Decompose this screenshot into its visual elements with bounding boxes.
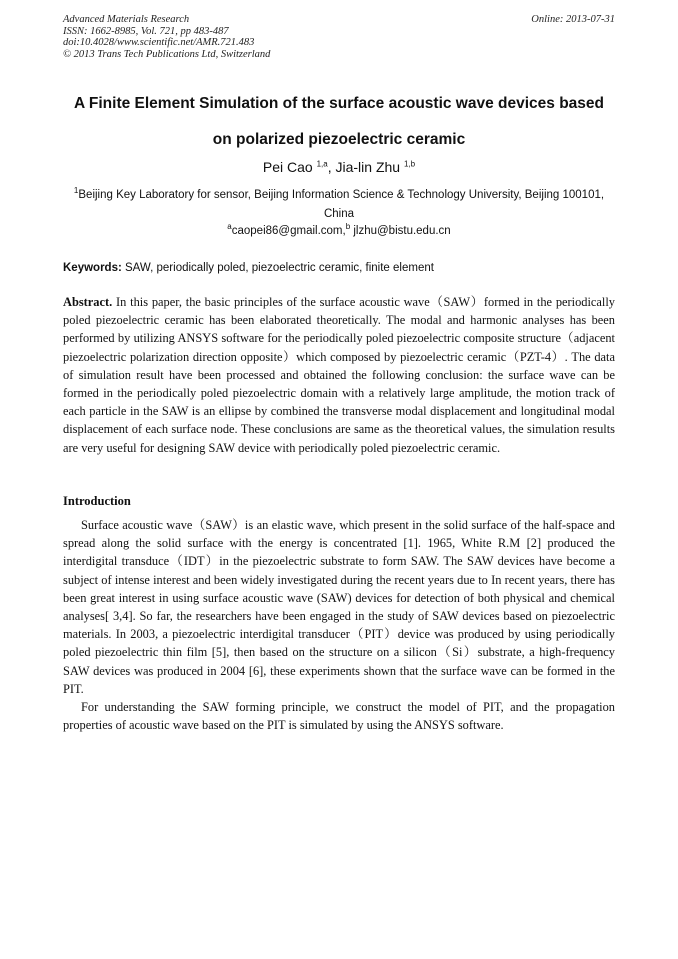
email-link[interactable]: caopei86@gmail.com,	[231, 225, 346, 237]
abstract	[63, 293, 615, 457]
email-superscript: a	[227, 222, 232, 232]
paragraph: Surface acoustic wave（SAW）is an elastic wave, which present in the solid surface of the half-space and spread along the solid surface with the energy is concentrated [1]. 1965, White R.M [2] produced the interdigital transduce（IDT）in the piezoelectric substrate to form SAW. The SAW devices have become a subject of intense interest and been widely investigated during the recent years due to In recent years, there has been great interest in using surface acoustic wave (SAW) devices for detection of both physical and chemical analyses[ 3,4]. So far, the researchers have been engaged in the study of SAW devices based on piezoelectric materials. In 2003, a piezoelectric interdigital transducer（PIT）device was produced by using periodically poled piezoelectric thin film [5], then based on the structure on a silicon（Si）substrate, a high-frequency SAW devices was produced in 2004 [6], these experiments shown that the surface wave can be formed in the PIT.	[63, 518, 615, 696]
author-emails	[40, 222, 638, 240]
affiliation-text: Beijing Key Laboratory for sensor, Beijing Information Science & Technology University, Beijing 100101, China	[78, 189, 605, 220]
email-superscript: b	[345, 222, 351, 232]
introduction-section	[63, 516, 615, 734]
paragraph: For understanding the SAW forming principle, we construct the model of PIT, and the propagation properties of acoustic wave based on the PIT is simulated by using the ANSYS software.	[63, 700, 615, 733]
author-superscript: 1,b	[403, 159, 416, 169]
author-superscript: 1,a	[316, 159, 328, 169]
author-name: Pei Cao	[262, 159, 313, 175]
journal-copyright: © 2013 Trans Tech Publications Ltd, Switzerland	[63, 48, 271, 60]
journal-issn: ISSN: 1662-8985, Vol. 721, pp 483-487	[63, 25, 229, 37]
title-line-1: A Finite Element Simulation of the surface acoustic wave devices based	[73, 95, 605, 112]
paper-title	[40, 86, 638, 158]
title-line-2: on polarized piezoelectric ceramic	[212, 131, 466, 148]
affiliation	[70, 186, 608, 224]
online-date: Online: 2013-07-31	[531, 14, 615, 25]
keywords-label: Keywords:	[63, 262, 122, 274]
affiliation-superscript: 1	[73, 186, 79, 196]
abstract-label: Abstract.	[63, 295, 113, 309]
keywords-text: SAW, periodically poled, piezoelectric ceramic, finite element	[121, 262, 434, 274]
author-list	[40, 157, 638, 177]
journal-doi[interactable]: doi:10.4028/www.scientific.net/AMR.721.483	[63, 37, 255, 48]
keywords	[63, 259, 615, 277]
author-separator: ,	[327, 159, 336, 175]
abstract-text: In this paper, the basic principles of the surface acoustic wave（SAW）formed in the periodically poled piezoelectric ceramic has been elaborated theoretically. The modal and harmonic analyses has been performed by utilizing ANSYS software for the periodically poled piezoelectric composite structure（adjacent piezoelectric polarization direction opposite）which composed by piezoelectric ceramic（PZT-4）. The data of simulation result have been processed and obtained the following conclusion: the surface wave can be formed in the periodically poled piezoelectric domain with a relatively large amplitude, the motion track of each particle in the SAW is an ellipse by combined the transverse modal displacement and longitudinal modal displacement of each surface node. These conclusions are same as the theoretical values, the simulation results are very useful for designing SAW device with periodically poled piezoelectric ceramic.	[63, 295, 615, 455]
email-link[interactable]: jlzhu@bistu.edu.cn	[350, 225, 451, 237]
journal-header	[63, 14, 615, 60]
author-name: Jia-lin Zhu	[335, 159, 401, 175]
journal-name: Advanced Materials Research	[63, 14, 190, 25]
section-heading: Introduction	[63, 494, 131, 508]
